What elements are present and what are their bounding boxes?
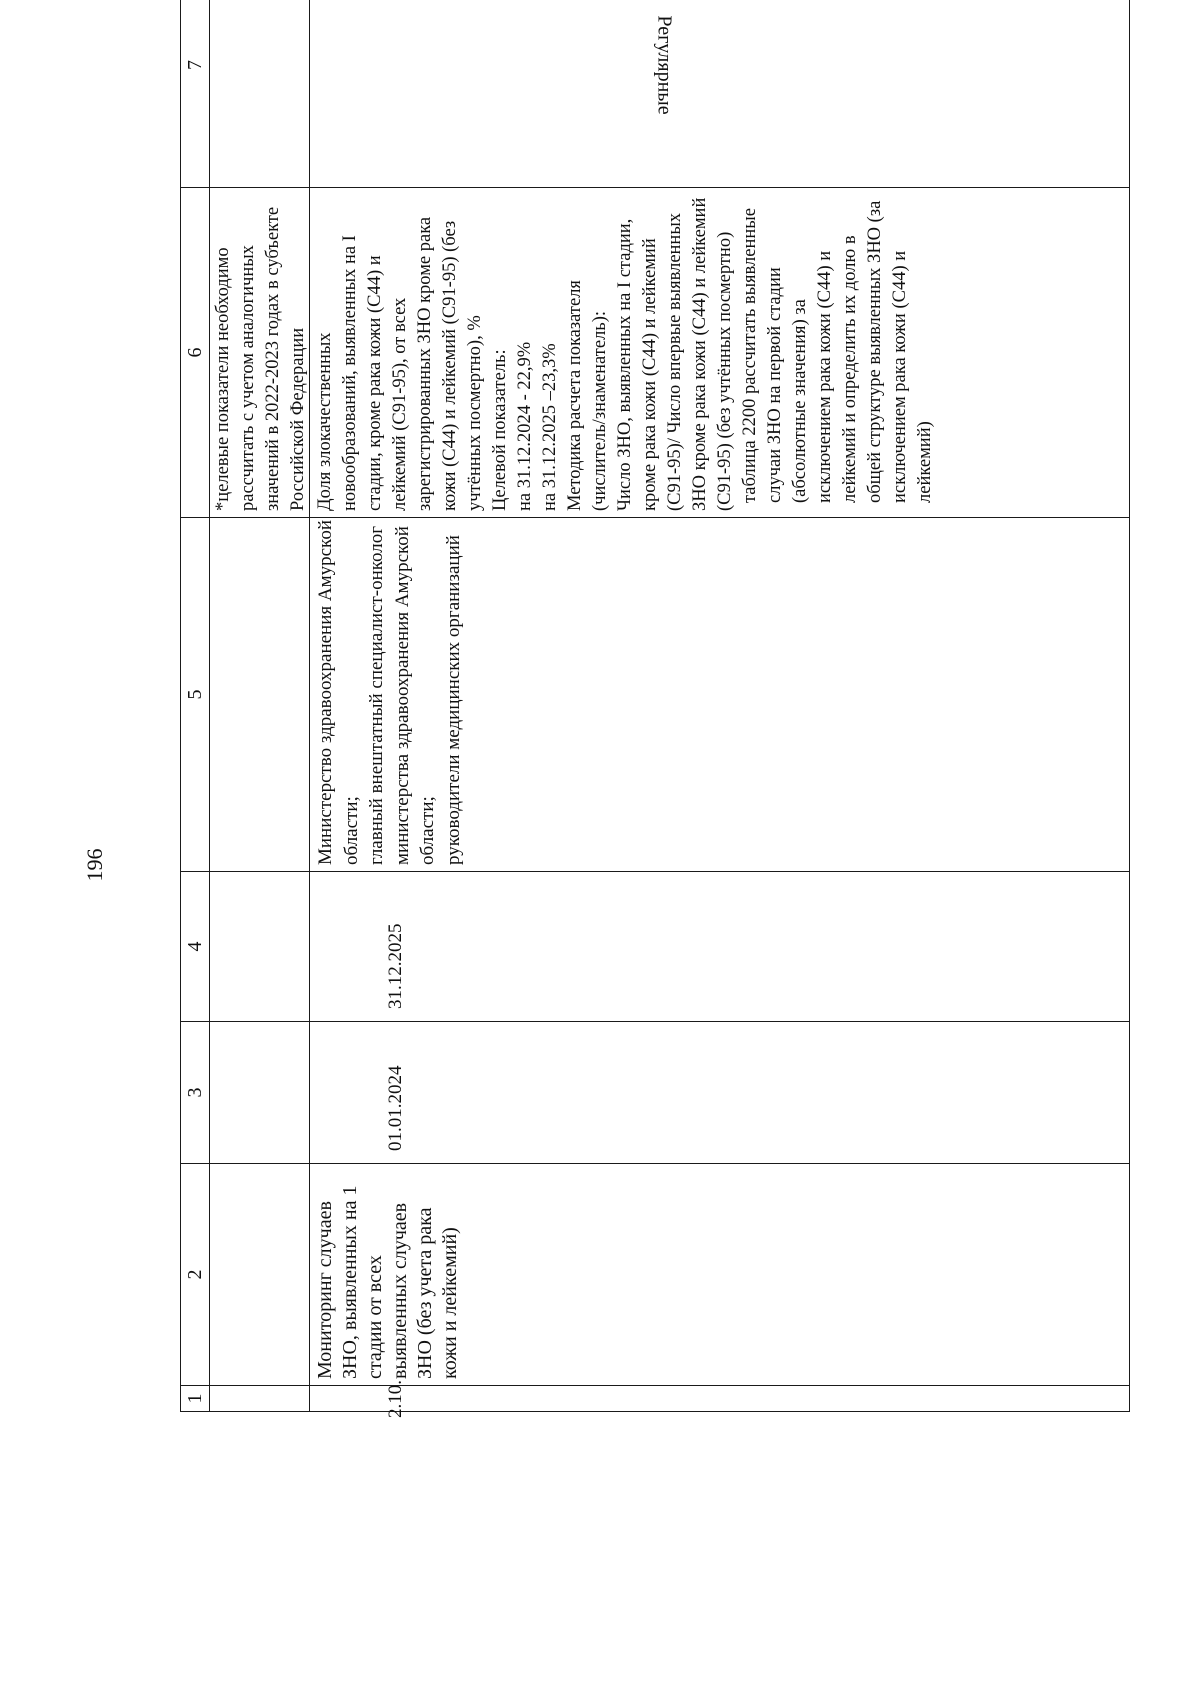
note-row-divider xyxy=(309,0,310,1411)
target-2025: на 31.12.2025 –23,3% xyxy=(540,343,560,511)
start-date: 01.01.2024 xyxy=(385,1065,406,1151)
column-2 xyxy=(181,1164,1129,1386)
column-6 xyxy=(181,188,1129,518)
column-number: 6 xyxy=(184,347,206,358)
end-date: 31.12.2025 xyxy=(385,923,406,1009)
header-row-divider xyxy=(209,0,210,1411)
column-4 xyxy=(181,872,1129,1022)
measure-name: Мониторинг случаев ЗНО, выявленных на 1 стадии от всех выявленных случаев ЗНО (без учета рака кожи и лейкемий) xyxy=(314,1185,461,1379)
column-1 xyxy=(181,1380,1129,1418)
indicator-block xyxy=(313,193,938,511)
method-title: Методика расчета показателя (числитель/знаменатель): xyxy=(565,280,610,511)
column-5 xyxy=(181,518,1129,872)
indicator-name: Доля злокачественных новообразований, выявленных на I стадии, кроме рака кожи (С44) и лейкемий (С91-95), от всех зарегистрированных ЗНО кроме рака кожи (С44) и лейкемий (С91-95) (без учтённых посмертно), % xyxy=(315,216,485,511)
responsible-executors: Министерство здравоохранения Амурской области; главный внештатный специалист-онколог министерства здравоохранения Амурской области; руководители медицинских организаций xyxy=(315,520,464,865)
target-2024: на 31.12.2024 - 22,9% xyxy=(515,341,535,511)
rotated-table xyxy=(180,0,1130,1418)
page-number: 196 xyxy=(82,848,107,882)
target-label: Целевой показатель: xyxy=(490,349,510,511)
method-text: Число ЗНО, выявленных на I стадии, кроме рака кожи (С44) и лейкемий (С91-95)/ Число впервые выявленных ЗНО кроме рака кожи (С44) и лейкемий (С91-95) (без учтённых посмертно) xyxy=(615,197,735,511)
column-number: 7 xyxy=(184,60,206,70)
column-number: 1 xyxy=(184,1393,206,1404)
column-number: 4 xyxy=(184,941,206,952)
target-note: *целевые показатели необходимо рассчитать с учетом аналогичных значений в 2022-2023 годах в субъекте Российской Федерации xyxy=(213,206,308,511)
column-3 xyxy=(181,1022,1129,1164)
column-7 xyxy=(181,0,1129,188)
row-number: 2.10. xyxy=(385,1380,406,1418)
column-number: 2 xyxy=(184,1269,206,1280)
frequency: Регулярные xyxy=(653,15,676,115)
method-note: таблица 2200 рассчитать выявленные случаи ЗНО на первой стадии (абсолютные значения) за исключением рака кожи (С44) и лейкемий и определить их долю в общей структуре выявленных ЗНО (за исключением рака кожи (С44) и лейкемий) xyxy=(740,200,935,503)
column-number: 5 xyxy=(184,689,206,700)
column-number: 3 xyxy=(184,1087,206,1098)
